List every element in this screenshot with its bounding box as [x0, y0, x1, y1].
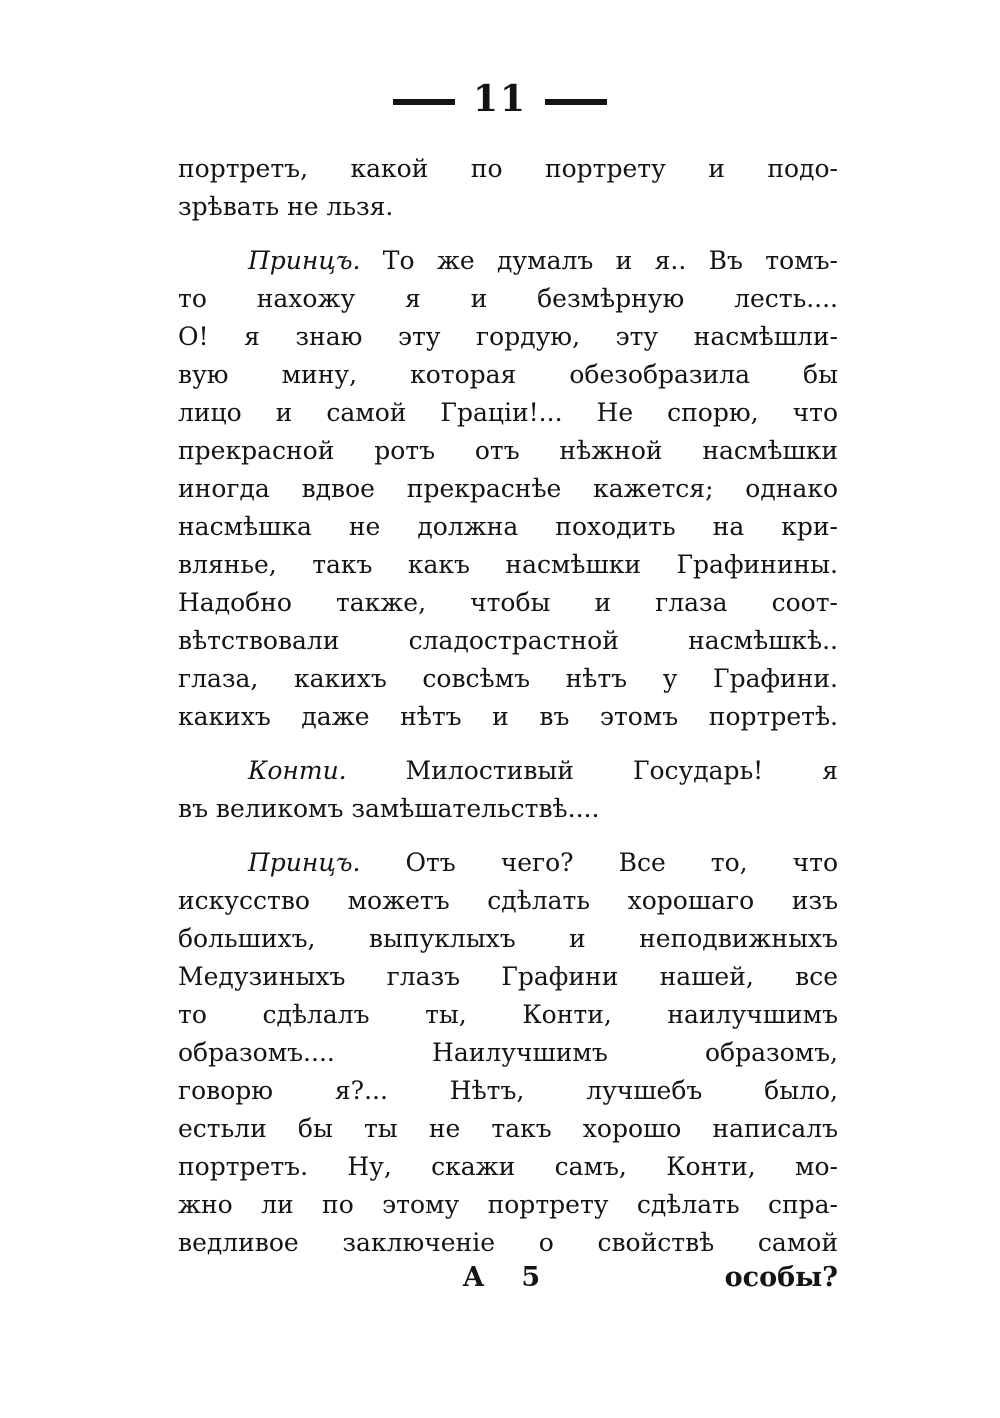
text-line: портретъ, какой по портрету и подо-: [178, 154, 838, 183]
speech-start: Отъ чего? Все то, что: [405, 848, 838, 877]
text-line: жно ли по этому портрету сдѣлать спра-: [178, 1190, 838, 1219]
text-line: Медузиныхъ глазъ Графини нашей, все: [178, 962, 838, 991]
text-line: [178, 752, 838, 790]
signature-mark: A 5: [463, 1262, 555, 1293]
text-line: образомъ.... Наилучшимъ образомъ,: [178, 1038, 838, 1067]
text-line: Надобно также, чтобы и глаза соот-: [178, 588, 838, 617]
catchword: особы?: [724, 1262, 838, 1293]
header-rule-right: [545, 99, 607, 105]
text-line: [178, 844, 838, 882]
speech-start: То же думалъ и я.. Въ томъ-: [382, 246, 838, 275]
paragraph-4: [178, 844, 838, 1262]
text-line: большихъ, выпуклыхъ и неподвижныхъ: [178, 924, 838, 953]
text-line: портретъ. Ну, скажи самъ, Конти, мо-: [178, 1152, 838, 1181]
text-line: лицо и самой Граціи!... Не спорю, что: [178, 398, 838, 427]
header-rule-left: [393, 99, 455, 105]
speaker-name: Принцъ.: [248, 848, 361, 877]
text-line: глаза, какихъ совсѣмъ нѣтъ у Графини.: [178, 664, 838, 693]
paragraph-2: [178, 242, 838, 736]
text-line: въ великомъ замѣшательствѣ....: [178, 794, 600, 823]
paragraph-3: [178, 752, 838, 828]
text-line: вѣтствовали сладострастной насмѣшкѣ..: [178, 626, 838, 655]
page-number: 11: [472, 78, 528, 120]
text-line: насмѣшка не должна походить на кри-: [178, 512, 838, 541]
speech-start: Милостивый Государь! я: [405, 756, 838, 785]
text-line: ведливое заключеніе о свойствѣ самой: [178, 1228, 838, 1257]
text-line: О! я знаю эту гордую, эту насмѣшли-: [178, 322, 838, 351]
text-line: прекрасной ротъ отъ нѣжной насмѣшки: [178, 436, 838, 465]
text-line: зрѣвать не льзя.: [178, 192, 394, 221]
text-line: иногда вдвое прекраснѣе кажется; однако: [178, 474, 838, 503]
body-text: [178, 150, 838, 1262]
text-line: то нахожу я и безмѣрную лесть....: [178, 284, 838, 313]
text-line: вую мину, которая обезобразила бы: [178, 360, 838, 389]
text-line: [178, 242, 838, 280]
text-line: естьли бы ты не такъ хорошо написалъ: [178, 1114, 838, 1143]
speaker-name: Принцъ.: [248, 246, 361, 275]
text-line: то сдѣлалъ ты, Конти, наилучшимъ: [178, 1000, 838, 1029]
text-line: искусство можетъ сдѣлать хорошаго изъ: [178, 886, 838, 915]
speaker-name: Конти.: [248, 756, 347, 785]
paragraph-1: [178, 150, 838, 226]
text-line: влянье, такъ какъ насмѣшки Графинины.: [178, 550, 838, 579]
page-header: [0, 78, 1000, 120]
text-line: говорю я?... Нѣтъ, лучшебъ было,: [178, 1076, 838, 1105]
text-line: какихъ даже нѣтъ и въ этомъ портретѣ.: [178, 702, 838, 731]
page-footer: [178, 1262, 838, 1302]
